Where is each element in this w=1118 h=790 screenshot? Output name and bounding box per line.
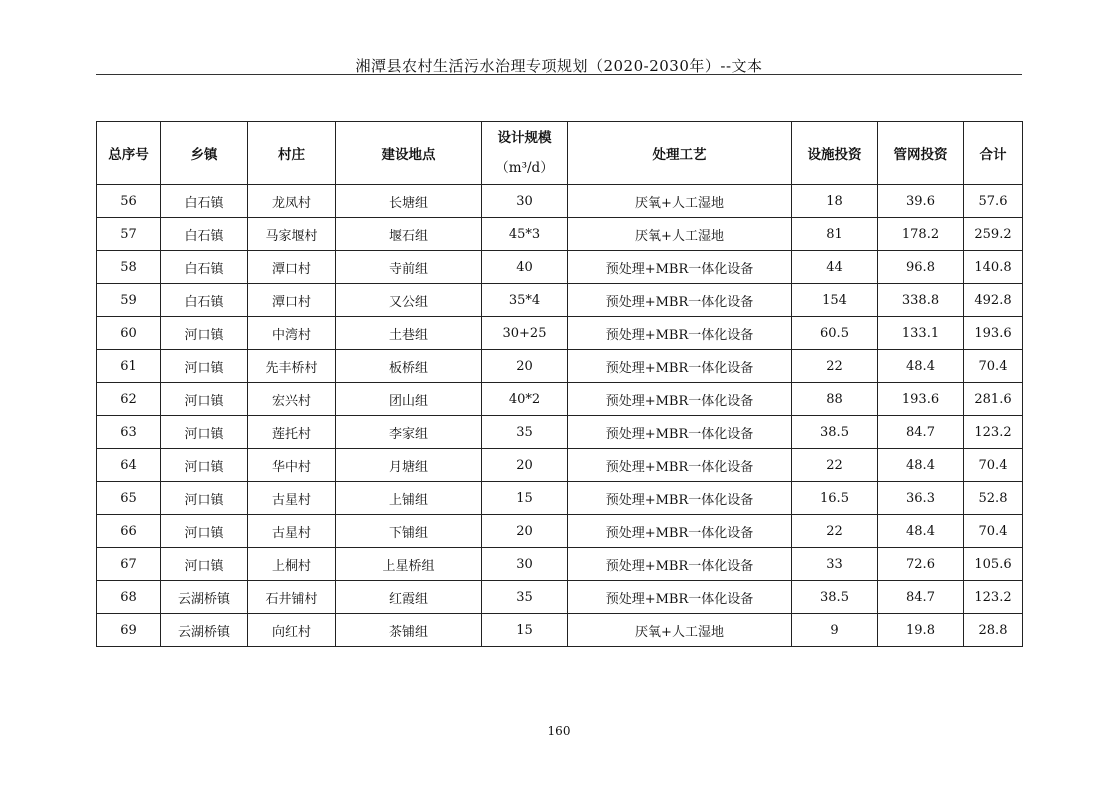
table-row — [97, 416, 1023, 449]
cell-pipe-invest: 19.8 — [878, 614, 964, 647]
cell-village: 古星村 — [248, 482, 336, 515]
cell-total: 70.4 — [964, 449, 1023, 482]
cell-village: 莲托村 — [248, 416, 336, 449]
col-header-scale-unit: （m³/d） — [495, 160, 554, 176]
table-header-row — [97, 122, 1023, 185]
cell-total: 57.6 — [964, 185, 1023, 218]
cell-town: 白石镇 — [161, 218, 248, 251]
page-number: 160 — [547, 724, 571, 738]
table-row — [97, 581, 1023, 614]
cell-village: 龙凤村 — [248, 185, 336, 218]
cell-village: 先丰桥村 — [248, 350, 336, 383]
cell-site: 长塘组 — [336, 185, 482, 218]
cell-facility-invest: 18 — [792, 185, 878, 218]
cell-facility-invest: 22 — [792, 350, 878, 383]
table-row — [97, 185, 1023, 218]
cell-village: 潭口村 — [248, 284, 336, 317]
cell-process: 预处理+MBR一体化设备 — [568, 350, 792, 383]
cell-site: 土巷组 — [336, 317, 482, 350]
cell-seq: 62 — [97, 383, 161, 416]
cell-facility-invest: 154 — [792, 284, 878, 317]
cell-total: 193.6 — [964, 317, 1023, 350]
cell-village: 古星村 — [248, 515, 336, 548]
cell-total: 105.6 — [964, 548, 1023, 581]
table-row — [97, 548, 1023, 581]
cell-seq: 66 — [97, 515, 161, 548]
cell-scale: 30+25 — [482, 317, 568, 350]
cell-scale: 45*3 — [482, 218, 568, 251]
cell-total: 70.4 — [964, 515, 1023, 548]
cell-pipe-invest: 84.7 — [878, 416, 964, 449]
table-body — [97, 185, 1023, 647]
table-row — [97, 317, 1023, 350]
cell-town: 河口镇 — [161, 548, 248, 581]
table-row — [97, 251, 1023, 284]
cell-seq: 68 — [97, 581, 161, 614]
cell-pipe-invest: 39.6 — [878, 185, 964, 218]
cell-process: 预处理+MBR一体化设备 — [568, 548, 792, 581]
col-header-scale-label: 设计规模 — [497, 130, 552, 146]
col-header-facility-invest: 设施投资 — [792, 122, 878, 185]
cell-process: 预处理+MBR一体化设备 — [568, 482, 792, 515]
cell-scale: 20 — [482, 449, 568, 482]
cell-process: 预处理+MBR一体化设备 — [568, 383, 792, 416]
cell-village: 宏兴村 — [248, 383, 336, 416]
cell-scale: 15 — [482, 614, 568, 647]
cell-facility-invest: 22 — [792, 515, 878, 548]
cell-total: 259.2 — [964, 218, 1023, 251]
sewage-project-table — [96, 121, 1023, 647]
cell-scale: 20 — [482, 515, 568, 548]
table-row — [97, 350, 1023, 383]
cell-village: 石井铺村 — [248, 581, 336, 614]
cell-process: 厌氧+人工湿地 — [568, 218, 792, 251]
cell-pipe-invest: 338.8 — [878, 284, 964, 317]
cell-process: 预处理+MBR一体化设备 — [568, 251, 792, 284]
cell-facility-invest: 38.5 — [792, 581, 878, 614]
cell-seq: 67 — [97, 548, 161, 581]
cell-town: 河口镇 — [161, 449, 248, 482]
table-row — [97, 482, 1023, 515]
cell-village: 潭口村 — [248, 251, 336, 284]
table-row — [97, 383, 1023, 416]
cell-scale: 30 — [482, 548, 568, 581]
col-header-site: 建设地点 — [336, 122, 482, 185]
header-divider — [96, 74, 1022, 75]
cell-facility-invest: 33 — [792, 548, 878, 581]
cell-facility-invest: 9 — [792, 614, 878, 647]
cell-pipe-invest: 48.4 — [878, 515, 964, 548]
cell-total: 28.8 — [964, 614, 1023, 647]
cell-scale: 35 — [482, 416, 568, 449]
cell-facility-invest: 81 — [792, 218, 878, 251]
cell-total: 492.8 — [964, 284, 1023, 317]
cell-seq: 60 — [97, 317, 161, 350]
cell-facility-invest: 60.5 — [792, 317, 878, 350]
cell-total: 123.2 — [964, 416, 1023, 449]
cell-scale: 40 — [482, 251, 568, 284]
cell-process: 预处理+MBR一体化设备 — [568, 449, 792, 482]
cell-scale: 15 — [482, 482, 568, 515]
cell-pipe-invest: 96.8 — [878, 251, 964, 284]
cell-site: 板桥组 — [336, 350, 482, 383]
document-header-title: 湘潭县农村生活污水治理专项规划（2020-2030年）--文本 — [355, 57, 763, 75]
cell-scale: 30 — [482, 185, 568, 218]
cell-seq: 63 — [97, 416, 161, 449]
cell-scale: 20 — [482, 350, 568, 383]
cell-seq: 57 — [97, 218, 161, 251]
cell-site: 上铺组 — [336, 482, 482, 515]
cell-seq: 59 — [97, 284, 161, 317]
col-header-process: 处理工艺 — [568, 122, 792, 185]
cell-process: 预处理+MBR一体化设备 — [568, 515, 792, 548]
cell-scale: 35 — [482, 581, 568, 614]
cell-site: 寺前组 — [336, 251, 482, 284]
cell-town: 河口镇 — [161, 515, 248, 548]
cell-pipe-invest: 193.6 — [878, 383, 964, 416]
cell-town: 云湖桥镇 — [161, 581, 248, 614]
cell-total: 140.8 — [964, 251, 1023, 284]
cell-seq: 69 — [97, 614, 161, 647]
cell-town: 河口镇 — [161, 482, 248, 515]
cell-facility-invest: 88 — [792, 383, 878, 416]
cell-pipe-invest: 72.6 — [878, 548, 964, 581]
cell-village: 华中村 — [248, 449, 336, 482]
cell-seq: 56 — [97, 185, 161, 218]
cell-total: 52.8 — [964, 482, 1023, 515]
col-header-seq: 总序号 — [97, 122, 161, 185]
cell-village: 马家堰村 — [248, 218, 336, 251]
cell-site: 上星桥组 — [336, 548, 482, 581]
cell-site: 月塘组 — [336, 449, 482, 482]
cell-seq: 65 — [97, 482, 161, 515]
cell-scale: 35*4 — [482, 284, 568, 317]
col-header-village: 村庄 — [248, 122, 336, 185]
cell-facility-invest: 44 — [792, 251, 878, 284]
table-row — [97, 515, 1023, 548]
cell-process: 厌氧+人工湿地 — [568, 614, 792, 647]
cell-process: 预处理+MBR一体化设备 — [568, 284, 792, 317]
cell-seq: 64 — [97, 449, 161, 482]
cell-village: 上桐村 — [248, 548, 336, 581]
cell-pipe-invest: 48.4 — [878, 350, 964, 383]
col-header-town: 乡镇 — [161, 122, 248, 185]
cell-site: 堰石组 — [336, 218, 482, 251]
col-header-total: 合计 — [964, 122, 1023, 185]
cell-town: 白石镇 — [161, 185, 248, 218]
cell-seq: 58 — [97, 251, 161, 284]
cell-scale: 40*2 — [482, 383, 568, 416]
cell-town: 河口镇 — [161, 416, 248, 449]
cell-site: 李家组 — [336, 416, 482, 449]
cell-facility-invest: 16.5 — [792, 482, 878, 515]
cell-seq: 61 — [97, 350, 161, 383]
table-header — [97, 122, 1023, 185]
cell-town: 云湖桥镇 — [161, 614, 248, 647]
cell-site: 下铺组 — [336, 515, 482, 548]
cell-pipe-invest: 36.3 — [878, 482, 964, 515]
cell-town: 河口镇 — [161, 350, 248, 383]
cell-process: 预处理+MBR一体化设备 — [568, 317, 792, 350]
table-row — [97, 284, 1023, 317]
col-header-pipe-invest: 管网投资 — [878, 122, 964, 185]
cell-town: 河口镇 — [161, 383, 248, 416]
cell-village: 向红村 — [248, 614, 336, 647]
cell-site: 红霞组 — [336, 581, 482, 614]
cell-process: 厌氧+人工湿地 — [568, 185, 792, 218]
cell-town: 白石镇 — [161, 251, 248, 284]
cell-pipe-invest: 178.2 — [878, 218, 964, 251]
cell-pipe-invest: 48.4 — [878, 449, 964, 482]
col-header-scale — [482, 122, 568, 185]
cell-site: 团山组 — [336, 383, 482, 416]
cell-village: 中湾村 — [248, 317, 336, 350]
cell-total: 281.6 — [964, 383, 1023, 416]
cell-pipe-invest: 133.1 — [878, 317, 964, 350]
cell-process: 预处理+MBR一体化设备 — [568, 416, 792, 449]
cell-town: 白石镇 — [161, 284, 248, 317]
cell-facility-invest: 38.5 — [792, 416, 878, 449]
table-row — [97, 218, 1023, 251]
table-row — [97, 449, 1023, 482]
cell-pipe-invest: 84.7 — [878, 581, 964, 614]
cell-facility-invest: 22 — [792, 449, 878, 482]
cell-total: 70.4 — [964, 350, 1023, 383]
cell-total: 123.2 — [964, 581, 1023, 614]
cell-site: 又公组 — [336, 284, 482, 317]
cell-site: 茶铺组 — [336, 614, 482, 647]
cell-town: 河口镇 — [161, 317, 248, 350]
table-row — [97, 614, 1023, 647]
cell-process: 预处理+MBR一体化设备 — [568, 581, 792, 614]
